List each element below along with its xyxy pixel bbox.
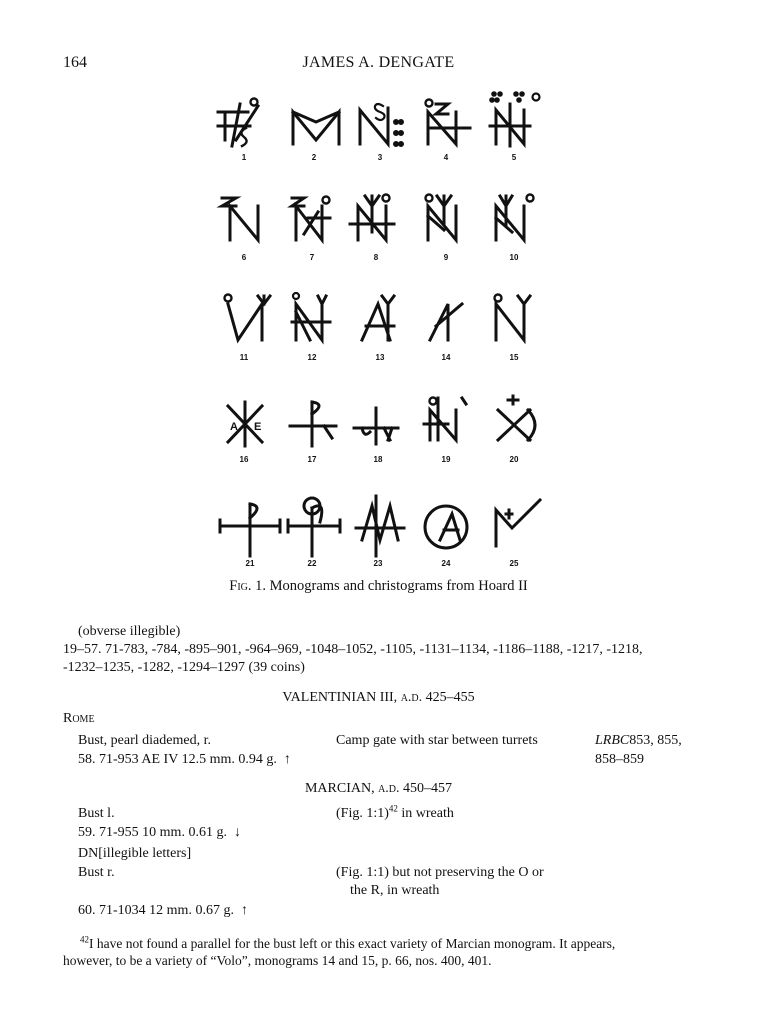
caption-label: Fig. 1. bbox=[229, 578, 266, 594]
obverse-note: (obverse illegible) bbox=[78, 624, 181, 639]
marcian-2-coin: 60. 71-1034 12 mm. 0.67 g. ↑ bbox=[78, 903, 248, 918]
monogram-15 bbox=[495, 295, 531, 341]
monogram-9 bbox=[426, 195, 457, 241]
svg-text:A: A bbox=[230, 421, 238, 433]
marcian-1-coin: 59. 71-955 10 mm. 0.61 g. ↓ bbox=[78, 825, 241, 840]
monogram-number: 24 bbox=[441, 559, 451, 568]
monogram-number: 7 bbox=[309, 253, 315, 262]
valentinian-coin: 58. 71-953 AE IV 12.5 mm. 0.94 g. ↑ bbox=[78, 752, 291, 767]
monogram-number: 16 bbox=[239, 455, 249, 464]
marcian-1-reverse: (Fig. 1:1)$^{42}$ in wreath bbox=[336, 803, 454, 821]
monogram-6 bbox=[222, 198, 258, 240]
monogram-22 bbox=[288, 498, 340, 556]
monogram-number: 23 bbox=[373, 559, 383, 568]
monogram-13 bbox=[362, 296, 394, 340]
monogram-number: 8 bbox=[373, 253, 379, 262]
monogram-number: 12 bbox=[307, 353, 317, 362]
svg-text:E: E bbox=[254, 421, 262, 433]
page-number: 164 bbox=[63, 54, 87, 71]
monogram-19 bbox=[424, 398, 466, 441]
footnote-ref: 42 bbox=[388, 803, 398, 814]
monogram-number: 19 bbox=[441, 455, 451, 464]
marcian-2-obverse: Bust r. bbox=[78, 865, 115, 880]
marcian-1-obverse: Bust l. bbox=[78, 806, 115, 821]
monogram-number: 6 bbox=[241, 253, 247, 262]
monogram-4 bbox=[426, 100, 471, 145]
monogram-20 bbox=[498, 396, 535, 440]
monogram-numbers bbox=[240, 153, 519, 568]
valentinian-reference-2: 858–859 bbox=[595, 752, 644, 767]
monogram-25 bbox=[496, 500, 540, 546]
monogram-number: 20 bbox=[509, 455, 519, 464]
monogram-23 bbox=[356, 496, 404, 556]
monogram-number: 3 bbox=[377, 153, 383, 162]
section-heading-valentinian: VALENTINIAN III, a.d. 425–455 bbox=[282, 690, 475, 705]
monogram-number: 17 bbox=[307, 455, 317, 464]
valentinian-obverse: Bust, pearl diademed, r. bbox=[78, 733, 211, 748]
marcian-2-legend: DN[illegible letters] bbox=[78, 846, 192, 861]
die-axis-arrow: ↑ bbox=[240, 903, 248, 918]
monogram-number: 21 bbox=[245, 559, 255, 568]
monogram-11 bbox=[225, 295, 271, 341]
section-heading-marcian: MARCIAN, a.d. 450–457 bbox=[304, 781, 453, 796]
monogram-number: 22 bbox=[307, 559, 317, 568]
monogram-24 bbox=[425, 506, 467, 548]
monogram-number: 15 bbox=[509, 353, 519, 362]
monogram-14 bbox=[430, 304, 462, 340]
monogram-number: 11 bbox=[239, 353, 249, 362]
monogram-5 bbox=[490, 93, 540, 146]
valentinian-reference: LRBC853, 855, bbox=[595, 733, 682, 748]
footnote-number: 42 bbox=[80, 934, 89, 945]
coin-list-line-2: -1232–1235, -1282, -1294–1297 (39 coins) bbox=[63, 660, 305, 675]
monogram-number: 5 bbox=[511, 153, 517, 162]
caption-text: Monograms and christograms from Hoard II bbox=[269, 578, 528, 594]
running-head: JAMES A. DENGATE bbox=[302, 54, 455, 71]
monogram-number: 9 bbox=[443, 253, 449, 262]
monogram-12 bbox=[292, 293, 330, 340]
monogram-10 bbox=[496, 195, 534, 241]
coin-list-line-1: 19–57. 71-783, -784, -895–901, -964–969, -1048–1052, -1105, -1131–1134, -1186–1188, -1217, -1218, bbox=[63, 642, 643, 657]
monogram-number: 13 bbox=[375, 353, 385, 362]
monogram-8 bbox=[350, 195, 394, 241]
footnote-line-1: I have not found a parallel for the bust left or this exact variety of Marcian monogram. It appears, bbox=[89, 936, 616, 951]
figure-caption bbox=[0, 578, 757, 595]
monogram-18 bbox=[354, 408, 398, 444]
monogram-number: 25 bbox=[509, 559, 519, 568]
monogram-number: 2 bbox=[311, 153, 317, 162]
monogram-1 bbox=[218, 99, 258, 147]
valentinian-reverse: Camp gate with star between turrets bbox=[336, 733, 538, 748]
monogram-number: 1 bbox=[241, 153, 247, 162]
monogram-17 bbox=[290, 402, 336, 446]
mint-name: Rome bbox=[63, 711, 95, 726]
footnote-line-2: however, to be a variety of “Volo”, monograms 14 and 15, p. 66, nos. 400, 401. bbox=[63, 953, 492, 968]
die-axis-arrow: ↑ bbox=[283, 752, 291, 767]
monogram-21 bbox=[220, 504, 280, 556]
monogram-2 bbox=[293, 112, 339, 144]
footnote bbox=[63, 935, 703, 969]
monogram-number: 10 bbox=[509, 253, 519, 262]
die-axis-arrow: ↓ bbox=[233, 825, 241, 840]
monogram-number: 14 bbox=[441, 353, 451, 362]
marcian-2-reverse-1: (Fig. 1:1) but not preserving the O or bbox=[336, 865, 544, 880]
monogram-3 bbox=[360, 104, 403, 146]
monogram-7 bbox=[292, 197, 330, 241]
monogram-number: 18 bbox=[373, 455, 383, 464]
marcian-2-reverse-2: the R, in wreath bbox=[350, 883, 440, 898]
monogram-number: 4 bbox=[443, 153, 449, 162]
